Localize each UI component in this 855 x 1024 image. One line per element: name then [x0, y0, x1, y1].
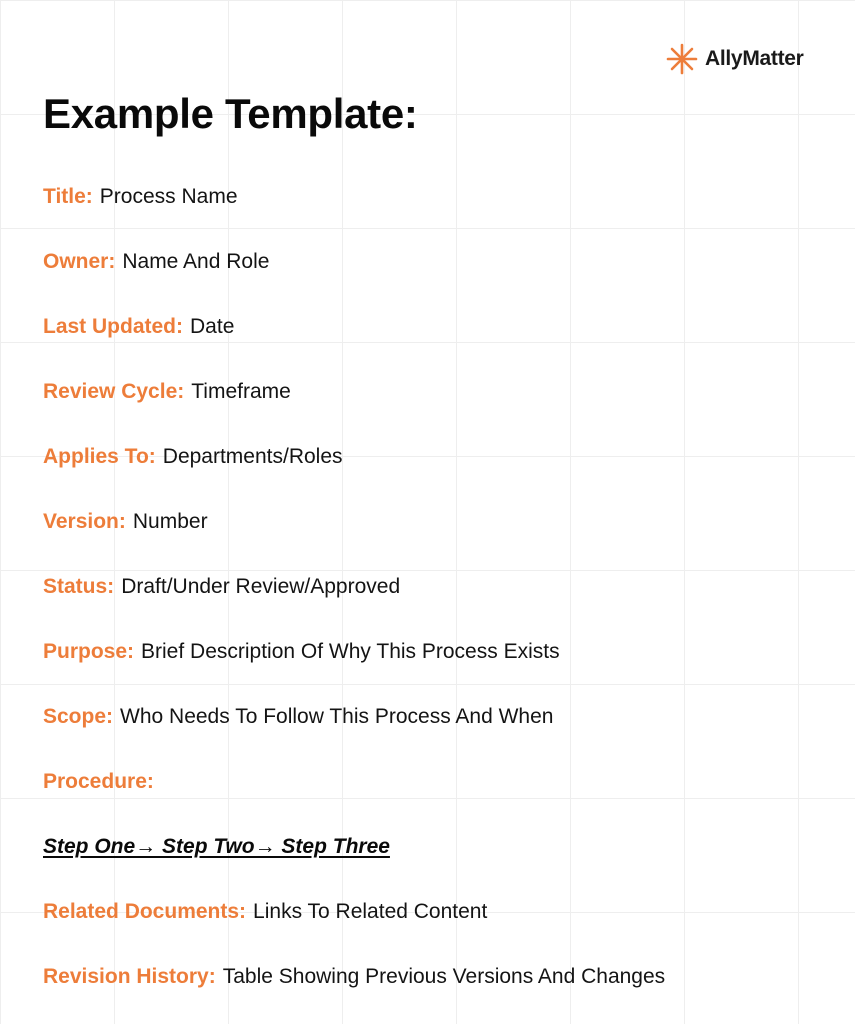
field-revision-history: [43, 944, 833, 1009]
field-value: Draft/Under Review/Approved: [121, 574, 401, 598]
field-last-updated: [43, 294, 833, 359]
field-label: Review Cycle:: [43, 379, 185, 403]
field-label: Owner:: [43, 249, 116, 273]
field-label: Last Updated:: [43, 314, 184, 338]
field-label: Procedure:: [43, 769, 154, 793]
field-value: Timeframe: [191, 379, 291, 403]
field-value: Brief Description Of Why This Process Exists: [141, 639, 560, 663]
field-purpose: [43, 619, 833, 684]
field-version: [43, 489, 833, 554]
field-procedure: [43, 749, 833, 814]
field-value: Name And Role: [122, 249, 270, 273]
field-value: Table Showing Previous Versions And Changes: [222, 964, 666, 988]
field-label: Related Documents:: [43, 899, 247, 923]
template-fields: [43, 164, 833, 1009]
field-status: [43, 554, 833, 619]
field-label: Version:: [43, 509, 126, 533]
page-title: Example Template:: [43, 90, 418, 137]
field-label: Status:: [43, 574, 115, 598]
field-label: Title:: [43, 184, 93, 208]
field-value: Number: [132, 509, 208, 533]
field-owner: [43, 229, 833, 294]
field-title: [43, 164, 833, 229]
field-related-documents: [43, 879, 833, 944]
field-review-cycle: [43, 359, 833, 424]
procedure-steps: [43, 814, 833, 879]
field-applies-to: [43, 424, 833, 489]
brand-name: AllyMatter: [705, 47, 804, 70]
field-value: Links To Related Content: [253, 899, 488, 923]
field-scope: [43, 684, 833, 749]
field-label: Scope:: [43, 704, 114, 728]
field-value: Departments/Roles: [162, 444, 343, 468]
field-value: Process Name: [99, 184, 238, 208]
procedure-steps-text: Step One→ Step Two→ Step Three: [43, 834, 390, 858]
field-label: Revision History:: [43, 964, 216, 988]
field-label: Applies To:: [43, 444, 156, 468]
brand-logo: [665, 42, 804, 76]
field-value: Date: [190, 314, 235, 338]
starburst-icon: [665, 42, 699, 76]
field-value: Who Needs To Follow This Process And When: [120, 704, 554, 728]
field-label: Purpose:: [43, 639, 135, 663]
